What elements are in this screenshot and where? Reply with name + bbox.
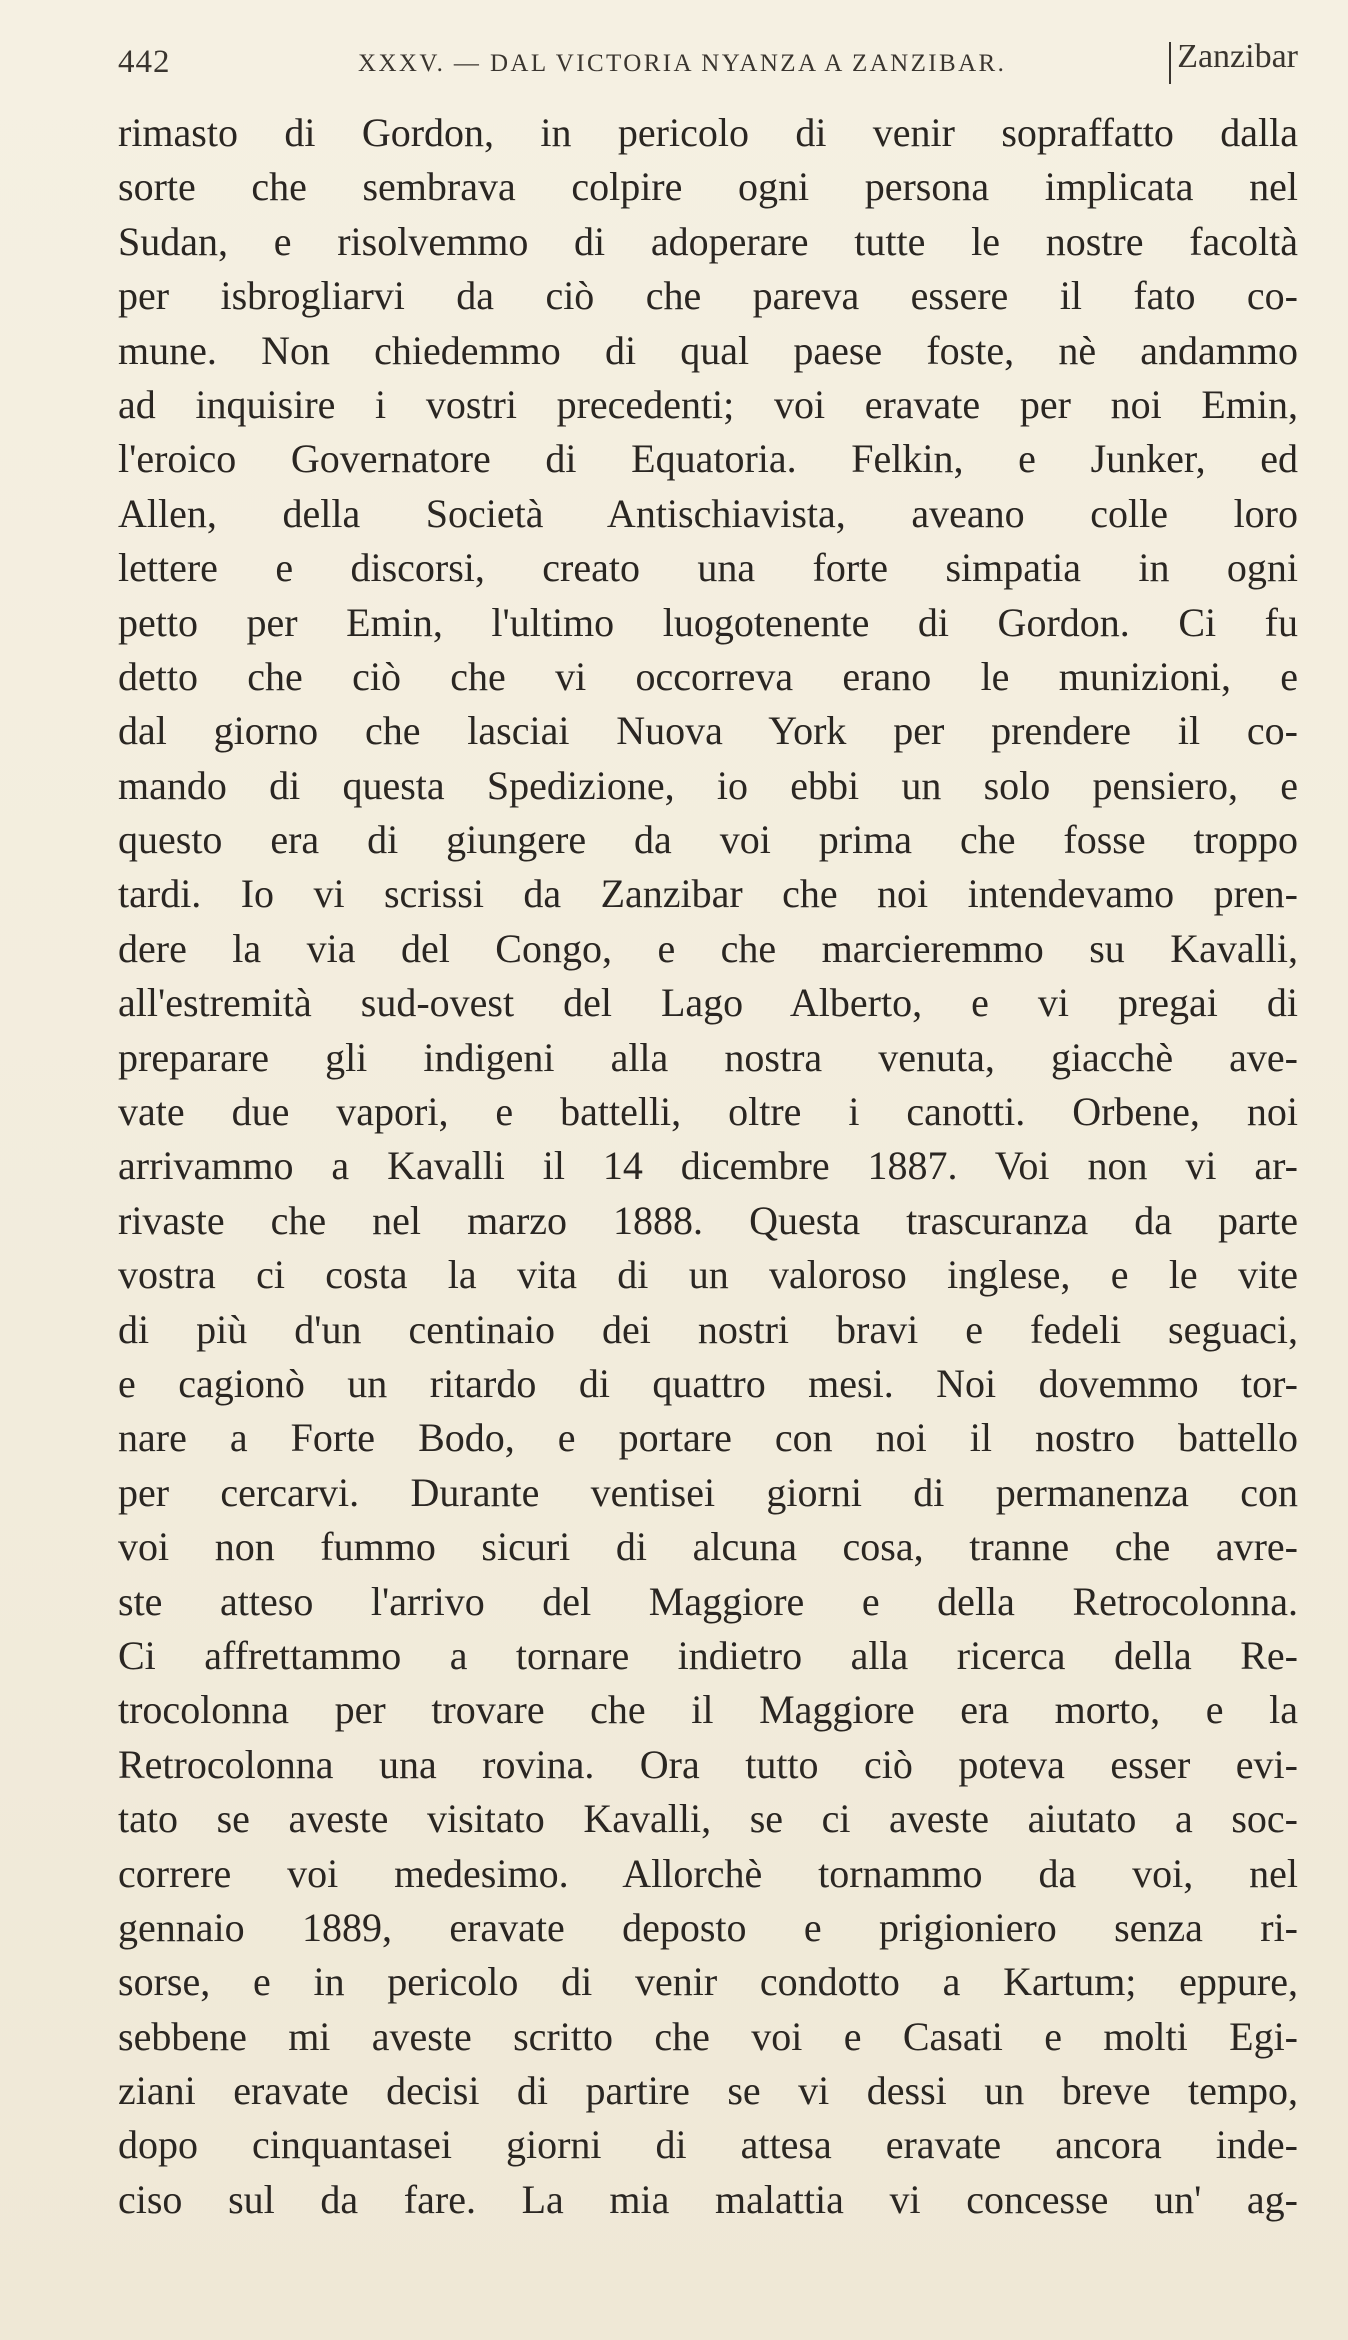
- text-line: trocolonna per trovare che il Maggiore era morto, e la: [118, 1687, 1298, 1733]
- text-line: Sudan, e risolvemmo di adoperare tutte le nostre facoltà: [118, 218, 1298, 264]
- section-tag: Zanzibar: [1169, 38, 1298, 76]
- text-line: all'estremità sud-ovest del Lago Alberto, e vi pregai di: [118, 980, 1298, 1026]
- text-line: Retrocolonna una rovina. Ora tutto ciò poteva esser evi-: [118, 1741, 1298, 1787]
- text-line: preparare gli indigeni alla nostra venuta, giacchè ave-: [118, 1034, 1298, 1080]
- text-line: ste atteso l'arrivo del Maggiore e della Retrocolonna.: [118, 1578, 1298, 1624]
- text-line: l'eroico Governatore di Equatoria. Felkin, e Junker, ed: [118, 436, 1298, 482]
- text-line: mune. Non chiedemmo di qual paese foste, nè andammo: [118, 327, 1298, 373]
- text-line: per isbrogliarvi da ciò che pareva essere il fato co-: [118, 273, 1298, 319]
- text-line: ziani eravate decisi di partire se vi dessi un breve tempo,: [118, 2068, 1298, 2114]
- text-line: di più d'un centinaio dei nostri bravi e fedeli seguaci,: [118, 1306, 1298, 1352]
- text-line: correre voi medesimo. Allorchè tornammo da voi, nel: [118, 1850, 1298, 1896]
- body-text: [118, 106, 1298, 2227]
- text-line: detto che ciò che vi occorreva erano le munizioni, e: [118, 653, 1298, 699]
- text-line: rimasto di Gordon, in pericolo di venir sopraffatto dalla: [118, 110, 1298, 155]
- text-line: dal giorno che lasciai Nuova York per prendere il co-: [118, 708, 1298, 754]
- text-line: per cercarvi. Durante ventisei giorni di permanenza con: [118, 1469, 1298, 1515]
- text-line: mando di questa Spedizione, io ebbi un solo pensiero, e: [118, 762, 1298, 808]
- text-line: lettere e discorsi, creato una forte simpatia in ogni: [118, 545, 1298, 591]
- text-line: gennaio 1889, eravate deposto e prigioniero senza ri-: [118, 1904, 1298, 1950]
- page-number: 442: [118, 44, 171, 80]
- text-line: e cagionò un ritardo di quattro mesi. Noi dovemmo tor-: [118, 1360, 1298, 1406]
- text-line: Ci affrettammo a tornare indietro alla ricerca della Re-: [118, 1632, 1298, 1678]
- text-line: sorse, e in pericolo di venir condotto a Kartum; eppure,: [118, 1959, 1298, 2005]
- text-line: ad inquisire i vostri precedenti; voi eravate per noi Emin,: [118, 381, 1298, 427]
- text-line: tardi. Io vi scrissi da Zanzibar che noi intendevamo pren-: [118, 871, 1298, 917]
- running-head: XXXV. — DAL VICTORIA NYANZA A ZANZIBAR.: [358, 50, 1007, 77]
- text-line: tato se aveste visitato Kavalli, se ci aveste aiutato a soc-: [118, 1796, 1298, 1842]
- text-line: Allen, della Società Antischiavista, aveano colle loro: [118, 490, 1298, 536]
- text-line: sorte che sembrava colpire ogni persona implicata nel: [118, 164, 1298, 210]
- text-line: questo era di giungere da voi prima che fosse troppo: [118, 817, 1298, 863]
- text-line: dere la via del Congo, e che marcieremmo su Kavalli,: [118, 925, 1298, 971]
- text-line: rivaste che nel marzo 1888. Questa trascuranza da parte: [118, 1197, 1298, 1243]
- text-line: voi non fummo sicuri di alcuna cosa, tranne che avre-: [118, 1524, 1298, 1570]
- text-line: vostra ci costa la vita di un valoroso inglese, e le vite: [118, 1252, 1298, 1298]
- text-line: vate due vapori, e battelli, oltre i canotti. Orbene, noi: [118, 1089, 1298, 1135]
- text-line: dopo cinquantasei giorni di attesa eravate ancora inde-: [118, 2122, 1298, 2168]
- text-line: nare a Forte Bodo, e portare con noi il nostro battello: [118, 1415, 1298, 1461]
- text-line: ciso sul da fare. La mia malattia vi concesse un' ag-: [118, 2176, 1298, 2222]
- page-header: [118, 30, 1298, 90]
- text-line: sebbene mi aveste scritto che voi e Casati e molti Egi-: [118, 2013, 1298, 2059]
- text-line: petto per Emin, l'ultimo luogotenente di Gordon. Ci fu: [118, 599, 1298, 645]
- text-line: arrivammo a Kavalli il 14 dicembre 1887. Voi non vi ar-: [118, 1143, 1298, 1189]
